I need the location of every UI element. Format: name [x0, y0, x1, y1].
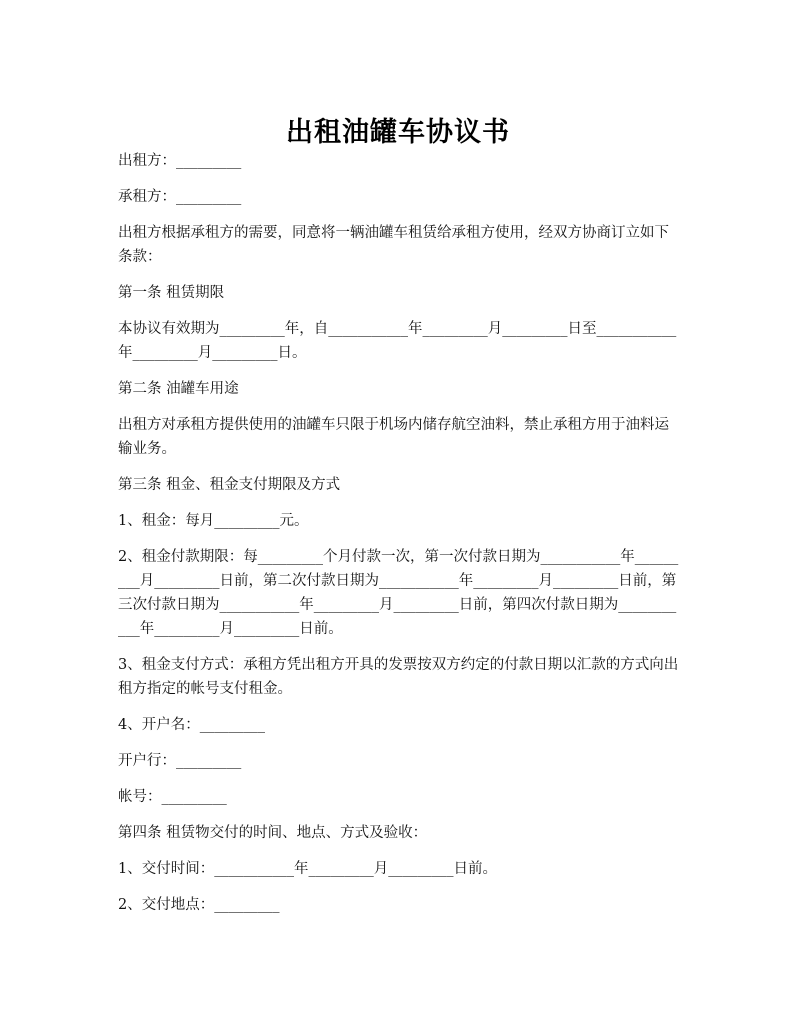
article-3-heading: 第三条 租金、租金支付期限及方式 — [118, 477, 341, 493]
delivery-time-line: 1、交付时间：___________年_________月_________日前。 — [118, 861, 497, 877]
document-title: 出租油罐车协议书 — [286, 117, 510, 149]
payment-schedule-paragraph: 2、租金付款期限：每_________个月付款一次，第一次付款日期为___________年_________月_________日前，第二次付款日期为___________年_________月_________日前，第三次付款日期为___________年_________月_________日前，第四次付款日期为___________年_________月_________日前。 — [118, 549, 679, 637]
usage-paragraph: 出租方对承租方提供使用的油罐车只限于机场内储存航空油料，禁止承租方用于油料运输业务。 — [118, 417, 669, 457]
article-1-heading: 第一条 租赁期限 — [118, 285, 225, 301]
preamble-paragraph: 出租方根据承租方的需要，同意将一辆油罐车租赁给承租方使用，经双方协商订立如下条款： — [118, 225, 669, 265]
article-4-heading: 第四条 租赁物交付的时间、地点、方式及验收： — [118, 825, 428, 841]
article-2-heading: 第二条 油罐车用途 — [118, 381, 239, 397]
lessee-line: 承租方：_________ — [118, 189, 242, 205]
account-name-line: 4、开户名：_________ — [118, 717, 265, 733]
lease-term-paragraph: 本协议有效期为_________年，自___________年_________月_________日至___________年_________月_________日。 — [118, 321, 677, 361]
bank-line: 开户行：_________ — [118, 753, 242, 769]
lessor-line: 出租方：_________ — [118, 153, 242, 169]
rent-amount-line: 1、租金：每月_________元。 — [118, 513, 309, 529]
payment-method-paragraph: 3、租金支付方式：承租方凭出租方开具的发票按双方约定的付款日期以汇款的方式向出租方指定的帐号支付租金。 — [118, 657, 679, 697]
document-body — [118, 149, 683, 929]
delivery-place-line: 2、交付地点：_________ — [118, 897, 280, 913]
account-number-line: 帐号：_________ — [118, 789, 227, 805]
